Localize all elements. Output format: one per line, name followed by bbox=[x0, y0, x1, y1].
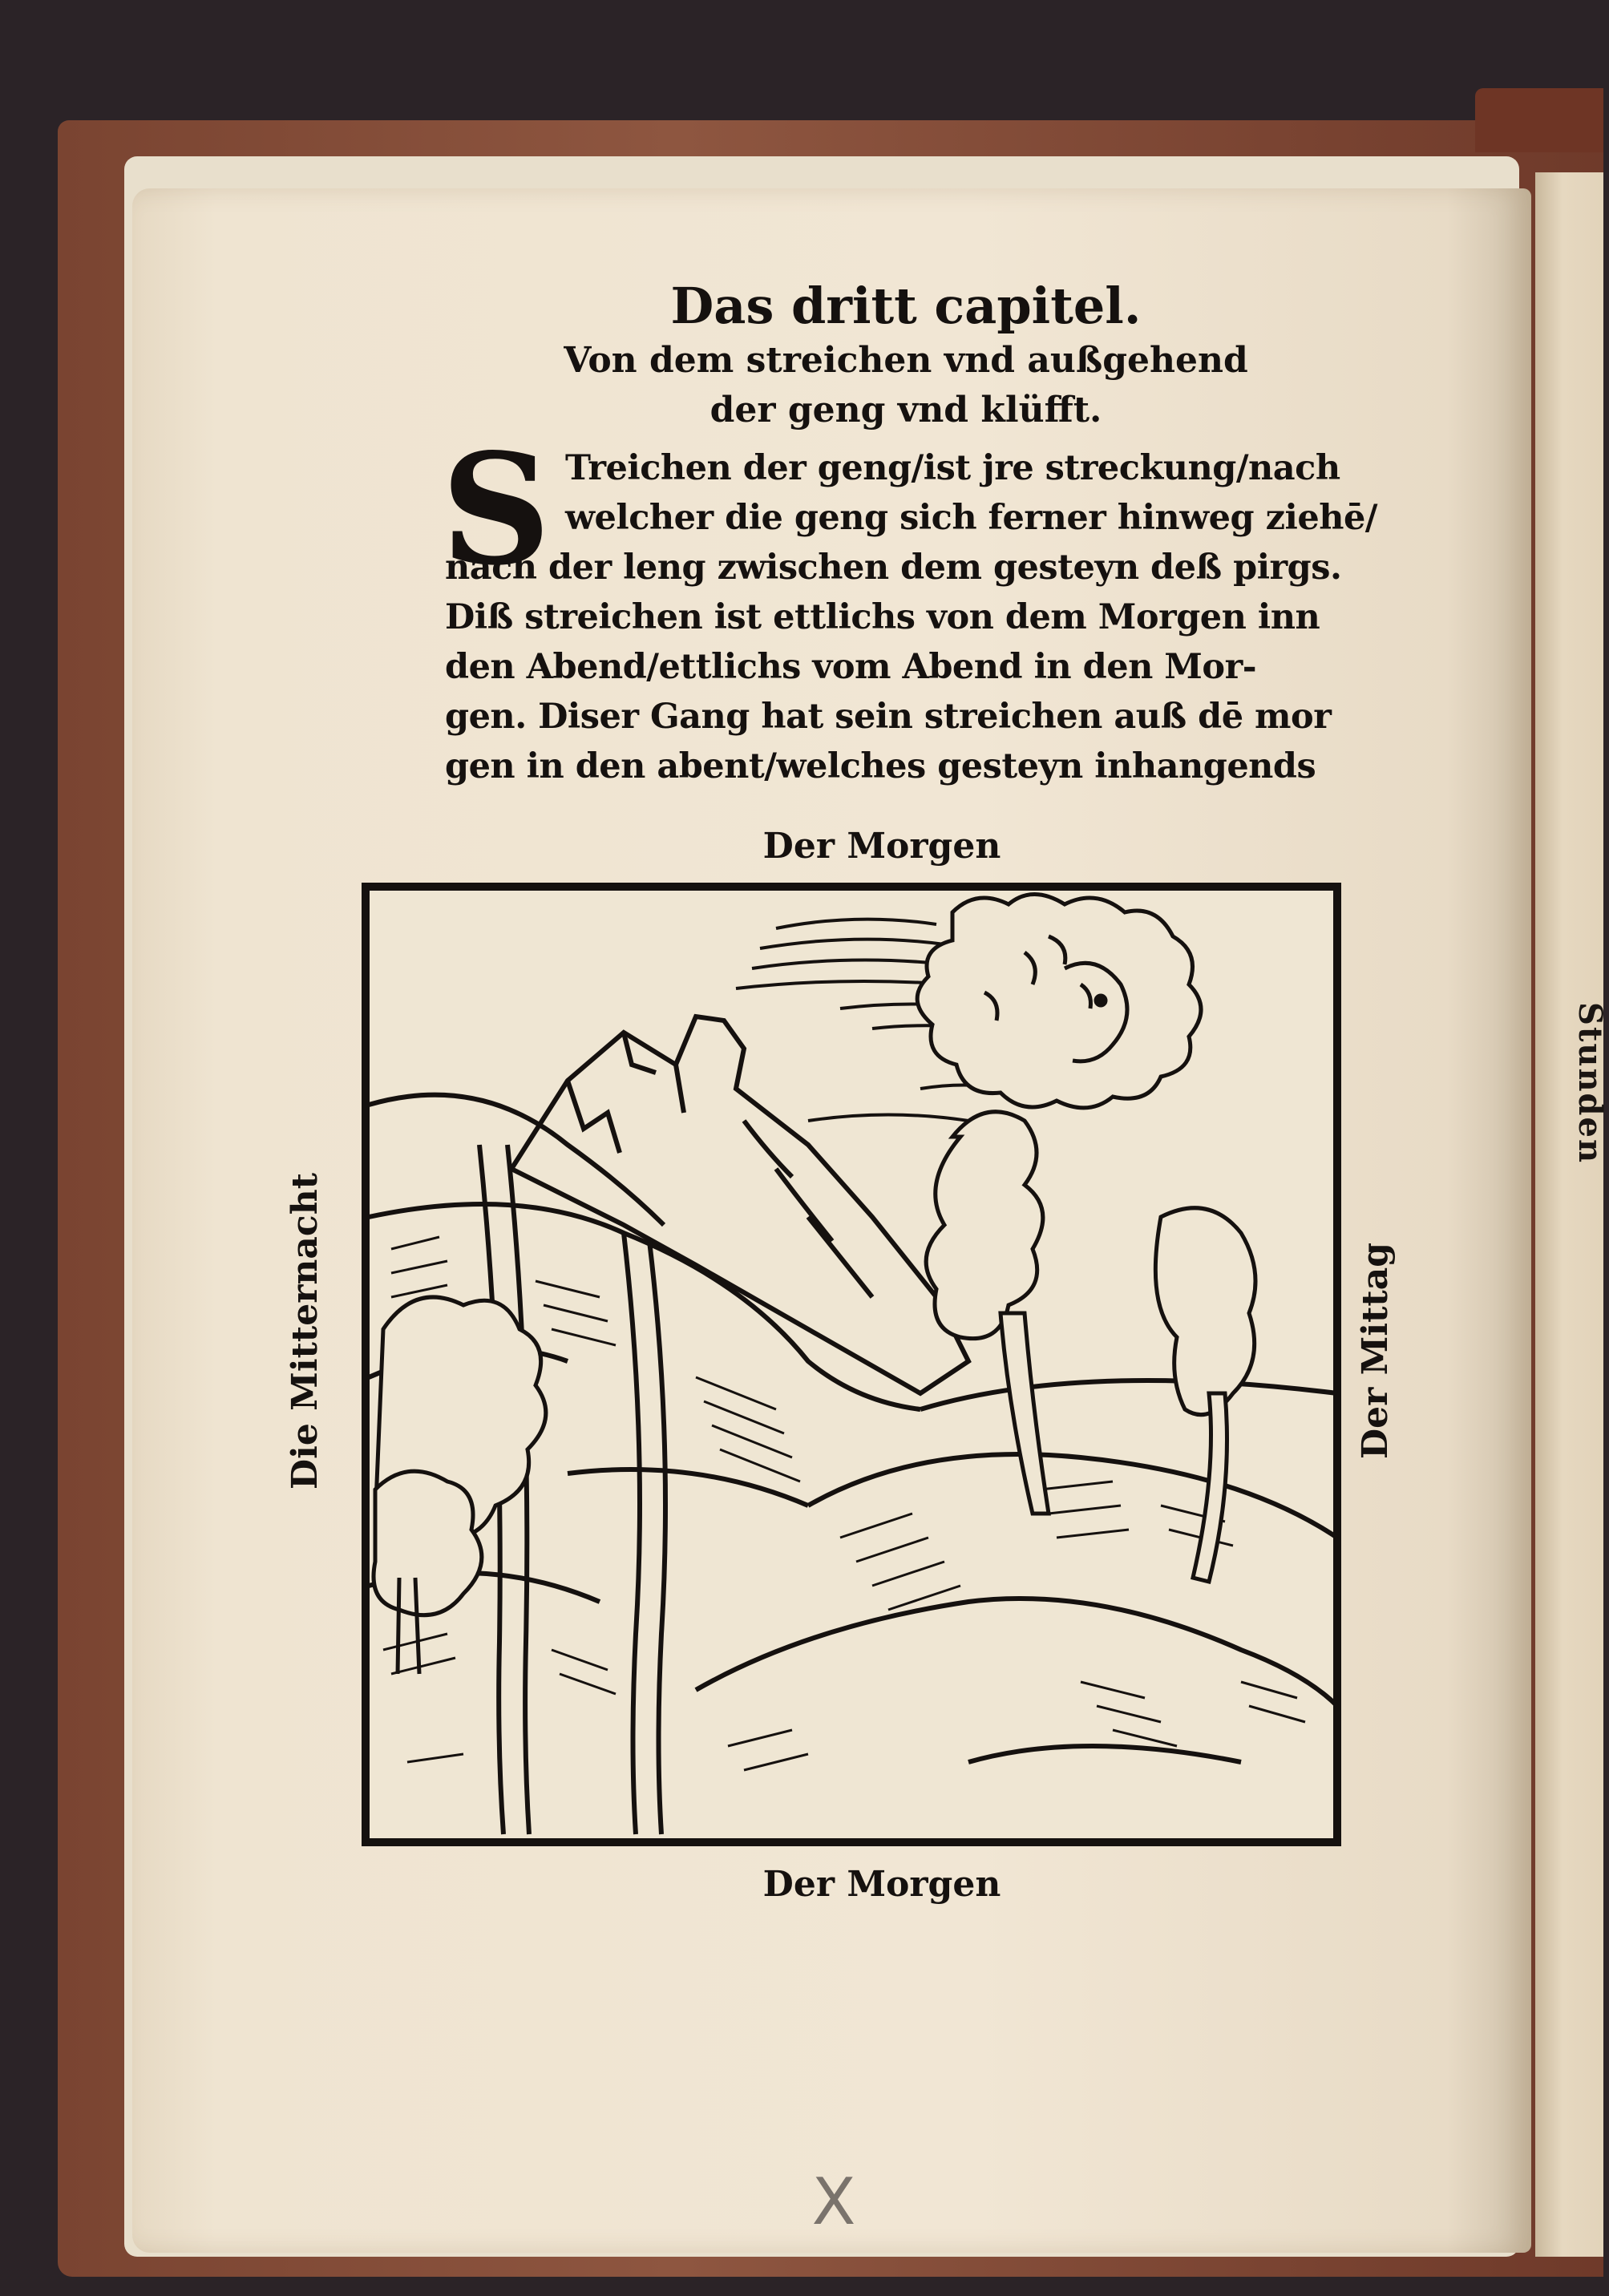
manuscript-mark: X bbox=[811, 2165, 856, 2239]
text-block bbox=[441, 277, 1378, 791]
text-line: den Abend/ettlichs vom Abend in den Mor- bbox=[445, 647, 1257, 687]
body-paragraph bbox=[441, 420, 1378, 791]
figure-label-right: Der Mittag bbox=[1355, 1243, 1396, 1459]
figure-label-top: Der Morgen bbox=[762, 826, 1001, 867]
facing-page-text: Stunden bbox=[1571, 1002, 1609, 1165]
cloud-wind-face bbox=[917, 895, 1201, 1108]
figure-label-left: Die Mitternacht bbox=[285, 1172, 325, 1490]
text-line: gen in den abent/welches gesteyn inhangends bbox=[445, 746, 1316, 786]
text-line: welcher die geng sich ferner hinweg ziehē/ bbox=[565, 498, 1378, 538]
chapter-subtitle-line-2: der geng vnd klüfft. bbox=[709, 390, 1102, 430]
woodcut-landscape-icon bbox=[359, 880, 1344, 1849]
text-line: Treichen der geng/ist jre streckung/nach bbox=[565, 448, 1340, 488]
chapter-title: Das dritt capitel. bbox=[670, 277, 1142, 335]
text-line: gen. Diser Gang hat sein streichen auß dē mor bbox=[445, 697, 1332, 737]
drop-cap: S bbox=[441, 420, 552, 599]
text-line: nach der leng zwischen dem gesteyn deß pirgs. bbox=[445, 548, 1342, 588]
chapter-subtitle-line-1: Von dem streichen vnd außgehend bbox=[564, 340, 1248, 381]
text-line: Diß streichen ist ettlichs von dem Morgen inn bbox=[445, 597, 1320, 637]
facing-page bbox=[1535, 172, 1603, 2257]
figure-label-bottom: Der Morgen bbox=[762, 1864, 1001, 1905]
book-cover-corner bbox=[1475, 88, 1603, 152]
